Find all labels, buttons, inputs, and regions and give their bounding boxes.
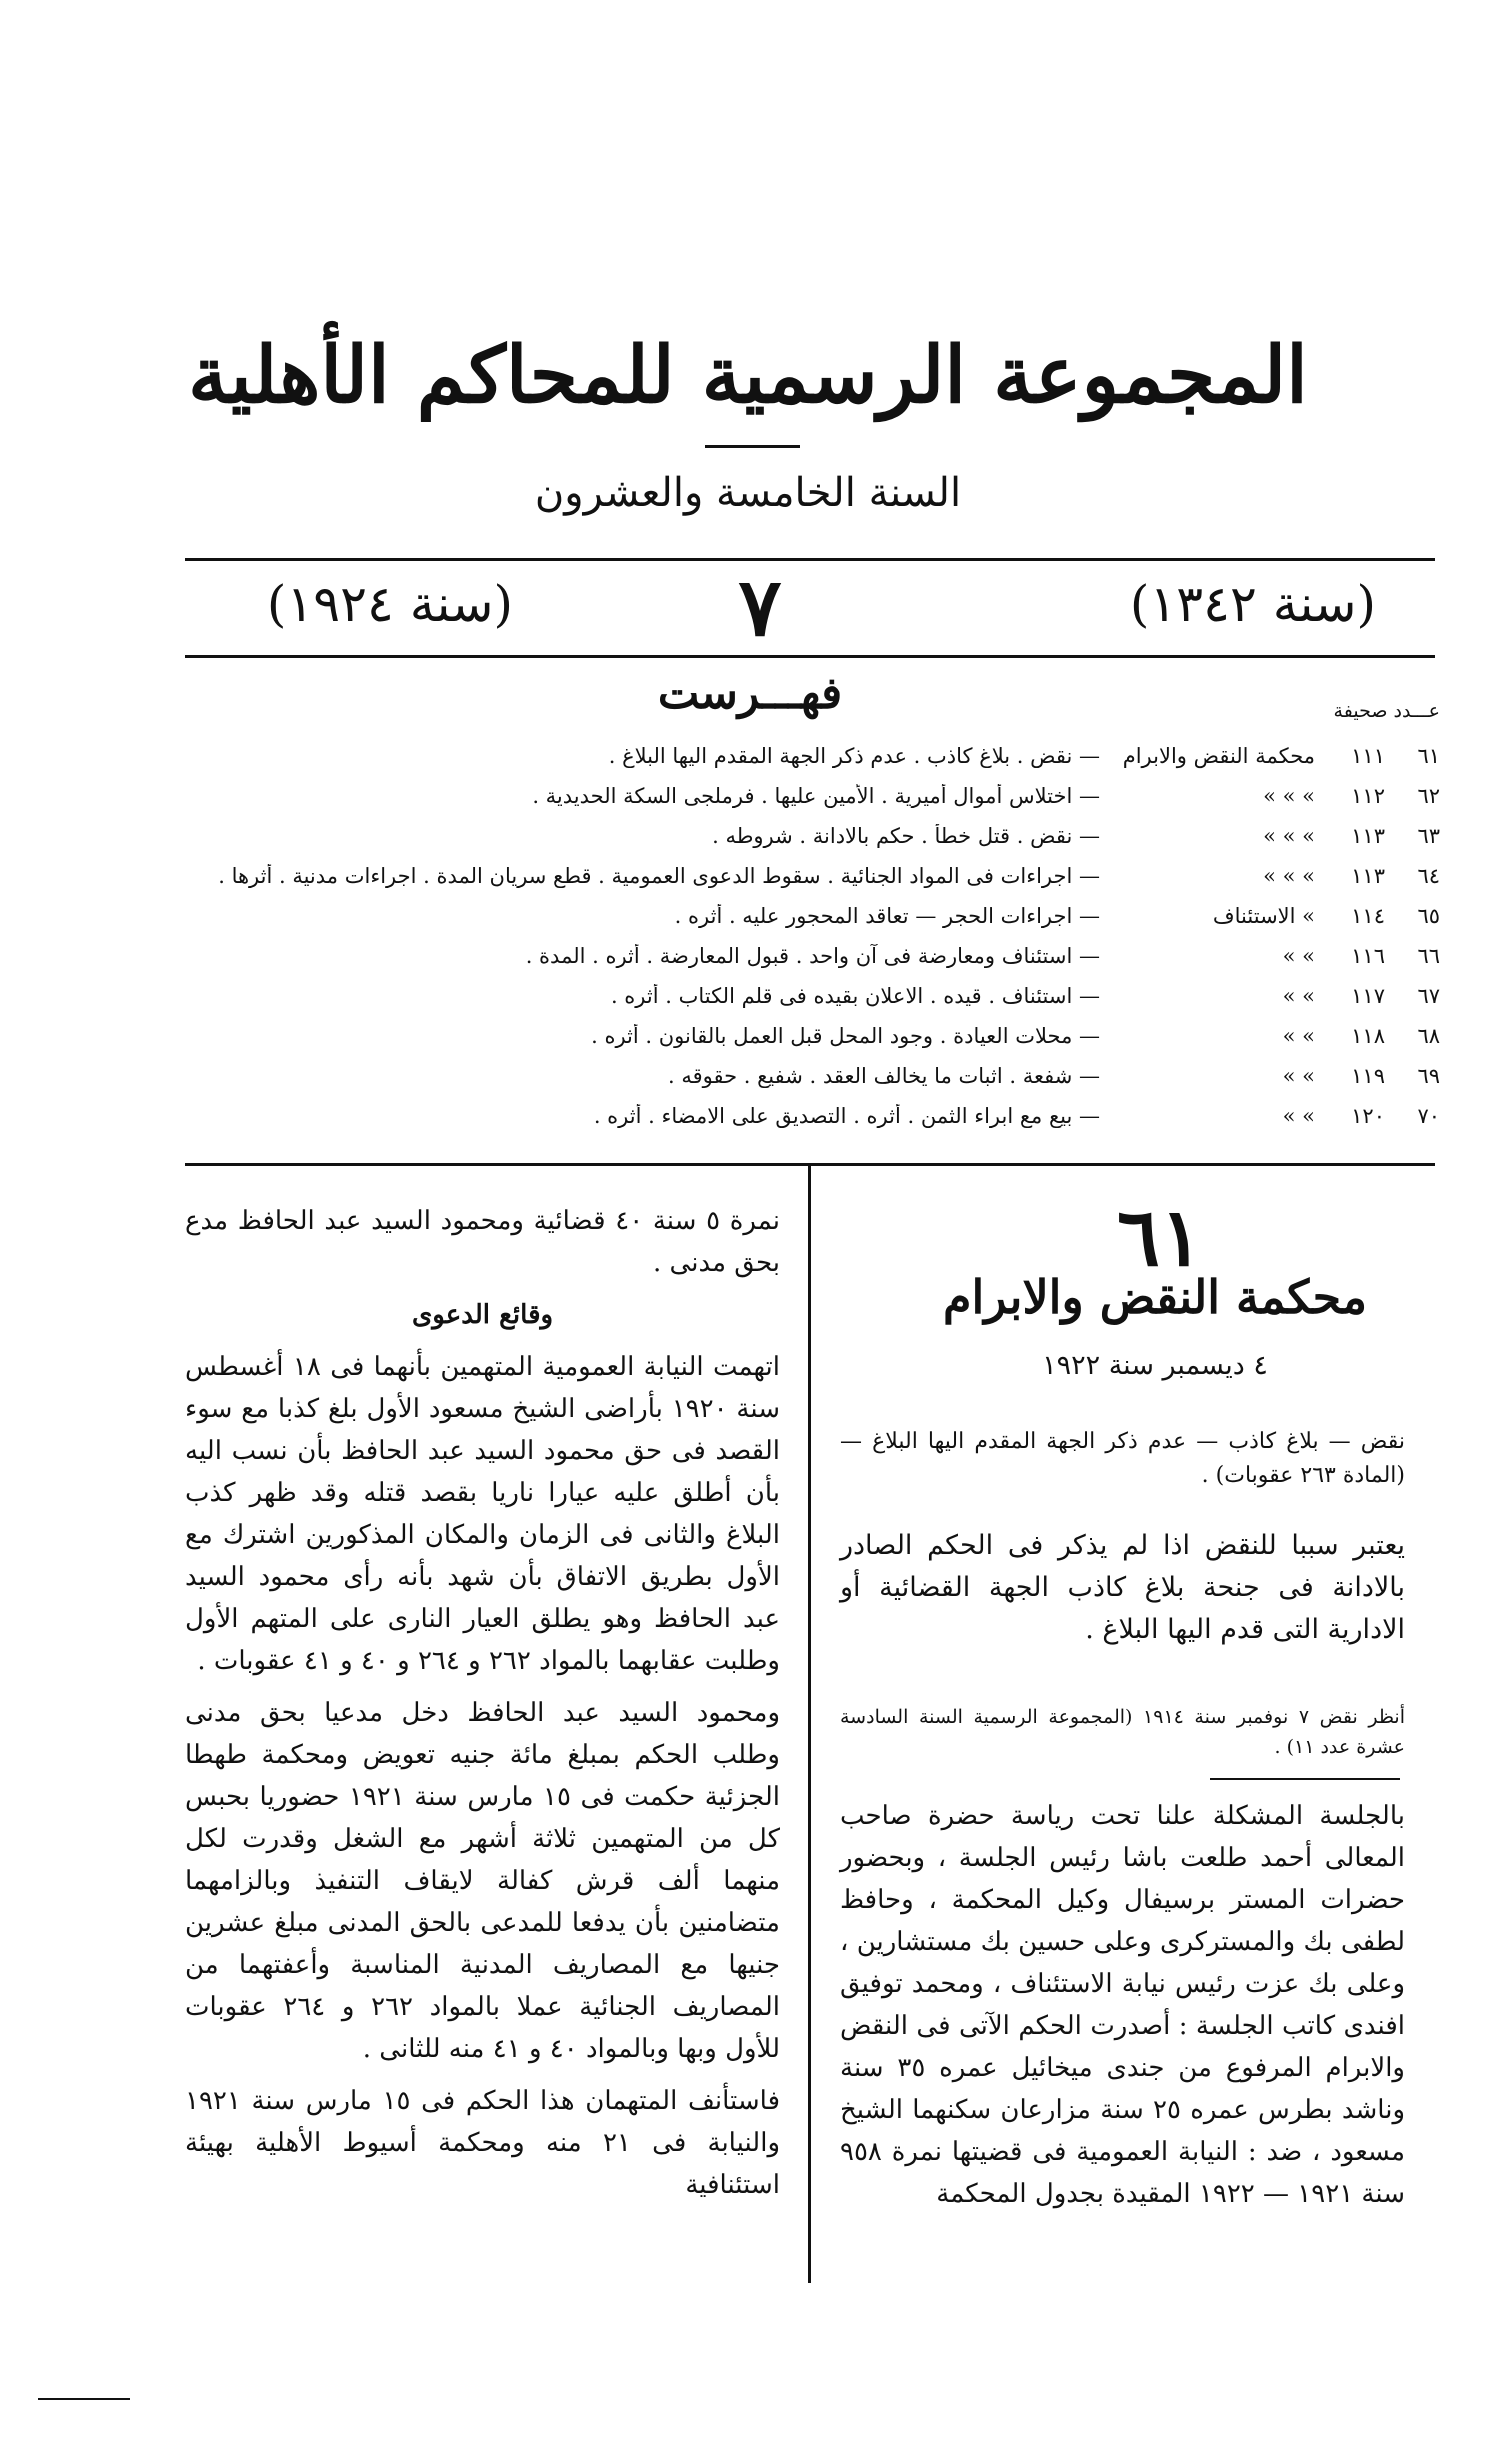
case-principle: يعتبر سببا للنقض اذا لم يذكر فى الحكم الصادر بالادانة فى جنحة بلاغ كاذب الجهة القضائية أو الادارية التى قدم اليها البلاغ .	[840, 1530, 1405, 1645]
toc-page-number: ١٢٠	[1351, 1104, 1385, 1128]
volume-subtitle: السنة الخامسة والعشرون	[534, 470, 962, 516]
toc-page-number: ١١٣	[1351, 864, 1385, 888]
toc-description: — اجراءات فى المواد الجنائية . سقوط الدعوى العمومية . قطع سريان المدة . اجراءات مدنية . أثرها .	[218, 864, 1100, 888]
issue-number: ٧	[738, 560, 782, 654]
toc-page-number: ١١١	[1351, 744, 1385, 768]
toc-entry-number: ٦٧	[1417, 984, 1440, 1008]
column-divider	[808, 1163, 811, 2283]
toc-court: » »	[1282, 984, 1315, 1008]
toc-heading: فهـــرست	[657, 668, 843, 719]
toc-entry-number: ٦٨	[1417, 1024, 1440, 1048]
year-gregorian: (سنة ١٩٢٤)	[266, 575, 514, 633]
toc-row	[185, 738, 1440, 778]
toc-page-number: ١١٦	[1351, 944, 1385, 968]
year-hijri: (سنة ١٣٤٢)	[1129, 575, 1377, 633]
toc-list	[185, 738, 1440, 1138]
toc-row	[185, 978, 1440, 1018]
toc-court: » الاستئناف	[1212, 904, 1315, 928]
toc-row	[185, 1018, 1440, 1058]
toc-page-number: ١١٨	[1351, 1024, 1385, 1048]
case-reference: أنظر نقض ٧ نوفمبر سنة ١٩١٤ (المجموعة الرسمية السنة السادسة عشرة عدد ١١) .	[840, 1706, 1405, 1758]
toc-description: — اجراءات الحجر — تعاقد المحجور عليه . أثره .	[674, 904, 1100, 928]
toc-description: — بيع مع ابراء الثمن . أثره . التصديق على الامضاء . أثره .	[593, 1104, 1100, 1128]
toc-description: — نقض . بلاغ كاذب . عدم ذكر الجهة المقدم اليها البلاغ .	[608, 744, 1100, 768]
toc-description: — محلات العيادة . وجود المحل قبل العمل بالقانون . أثره .	[591, 1024, 1100, 1048]
left-column	[185, 1200, 780, 2216]
title-divider	[705, 445, 800, 448]
toc-court: محكمة النقض والابرام	[1122, 744, 1315, 768]
toc-description: — اختلاس أموال أميرية . الأمين عليها . فرملجى السكة الحديدية .	[532, 784, 1100, 808]
header-bottom-rule	[185, 655, 1435, 658]
case-date: ٤ ديسمبر سنة ١٩٢٢	[1042, 1350, 1268, 1381]
toc-page-number: ١١٢	[1351, 784, 1385, 808]
toc-page-number: ١١٣	[1351, 824, 1385, 848]
toc-row	[185, 938, 1440, 978]
toc-row	[185, 1058, 1440, 1098]
toc-entry-number: ٧٠	[1417, 1104, 1440, 1128]
toc-court: » »	[1282, 1104, 1315, 1128]
toc-page-number: ١١٧	[1351, 984, 1385, 1008]
toc-entry-number: ٦٣	[1417, 824, 1440, 848]
publication-title: المجموعة الرسمية للمحاكم الأهلية	[188, 330, 1308, 421]
case-number: ٦١	[1117, 1190, 1203, 1284]
civil-claim-paragraph: ومحمود السيد عبد الحافظ دخل مدعيا بحق مدنى وطلب الحكم بمبلغ مائة جنيه تعويض ومحكمة طهطا الجزئية حكمت فى ١٥ مارس سنة ١٩٢١ حضوريا بحبس كل من المتهمين ثلاثة أشهر مع الشغل وقدرت لكل منهما ألف قرش كفالة لايقاف التنفيذ وبالزامهما متضامنين بأن يدفعا للمدعى بالحق المدنى مبلغ عشرين جنيها مع المصاريف المدنية المناسبة وأعفتهما من المصاريف الجنائية عملا بالمواد ٢٦٢ و ٢٦٤ عقوبات للأول وبها وبالمواد ٤٠ و ٤١ منه للثانى .	[185, 1698, 781, 2064]
case-intro: نمرة ٥ سنة ٤٠ قضائية ومحمود السيد عبد الحافظ مدع بحق مدنى .	[185, 1206, 781, 1278]
appeal-paragraph: فاستأنف المتهمان هذا الحكم فى ١٥ مارس سنة ١٩٢١ والنيابة فى ٢١ منه ومحكمة أسيوط الأهلية بهيئة استئنافية	[185, 2086, 781, 2200]
toc-entry-number: ٦٥	[1417, 904, 1440, 928]
toc-entry-number: ٦٦	[1417, 944, 1440, 968]
toc-entry-number: ٦٩	[1417, 1064, 1440, 1088]
toc-entry-number: ٦٤	[1417, 864, 1440, 888]
toc-court: » »	[1282, 944, 1315, 968]
toc-page-number: ١١٤	[1351, 904, 1385, 928]
case-keywords: نقض — بلاغ كاذب — عدم ذكر الجهة المقدم اليها البلاغ — (المادة ٢٦٣ عقوبات) .	[840, 1429, 1405, 1488]
toc-description: — نقض . قتل خطأ . حكم بالادانة . شروطه .	[712, 824, 1100, 848]
toc-court: » » »	[1263, 824, 1315, 848]
toc-row	[185, 1098, 1440, 1138]
toc-court: » » »	[1263, 864, 1315, 888]
toc-description: — استئناف . قيده . الاعلان بقيده فى قلم الكتاب . أثره .	[610, 984, 1100, 1008]
toc-row	[185, 818, 1440, 858]
toc-entry-number: ٦٢	[1417, 784, 1440, 808]
toc-court: » »	[1282, 1024, 1315, 1048]
toc-column-labels: عـــدد صحيفة	[1333, 700, 1440, 722]
toc-entry-number: ٦١	[1417, 744, 1440, 768]
toc-page-number: ١١٩	[1351, 1064, 1385, 1088]
toc-row	[185, 858, 1440, 898]
toc-description: — استئناف ومعارضة فى آن واحد . قبول المعارضة . أثره . المدة .	[525, 944, 1100, 968]
footnote-rule	[38, 2398, 130, 2400]
toc-court: » » »	[1263, 784, 1315, 808]
facts-paragraph: اتهمت النيابة العمومية المتهمين بأنهما فى ١٨ أغسطس سنة ١٩٢٠ بأراضى الشيخ مسعود الأول بلغ كذبا مع سوء القصد فى حق محمود السيد عبد الحافظ بأن نسب اليه بأن أطلق عليه عيارا ناريا بقصد قتله وقد ظهر كذب البلاغ والثانى فى الزمان والمكان المذكورين اشترك مع الأول بطريق الاتفاق بأن شهد بأنه رأى محمود السيد عبد الحافظ وهو يطلق العيار النارى على المتهم الأول وطلبت عقابهما بالمواد ٢٦٢ و ٢٦٤ و ٤٠ و ٤١ عقوبات .	[185, 1352, 780, 1676]
reference-divider	[1210, 1778, 1400, 1780]
facts-heading: وقائع الدعوى	[411, 1300, 554, 1330]
court-name: محكمة النقض والابرام	[943, 1270, 1367, 1324]
toc-row	[185, 898, 1440, 938]
toc-court: » »	[1282, 1064, 1315, 1088]
toc-description: — شفعة . اثبات ما يخالف العقد . شفيع . حقوقه .	[668, 1064, 1100, 1088]
toc-row	[185, 778, 1440, 818]
case-body: بالجلسة المشكلة علنا تحت رياسة حضرة صاحب المعالى أحمد طلعت باشا رئيس الجلسة ، وبحضور حضرات المستر برسيفال وكيل المحكمة ، وحافظ لطفى بك والمستركرى وعلى حسين بك مستشارين ، وعلى بك عزت رئيس نيابة الاستئناف ، ومحمد توفيق افندى كاتب الجلسة : أصدرت الحكم الآتى فى النقض والابرام المرفوع من جندى ميخائيل عمره ٣٥ سنة وناشد بطرس عمره ٢٥ سنة مزارعان سكنهما الشيخ مسعود ، ضد : النيابة العمومية فى قضيتها نمرة ٩٥٨ سنة ١٩٢١ — ١٩٢٢ المقيدة بجدول المحكمة	[840, 1801, 1406, 2209]
